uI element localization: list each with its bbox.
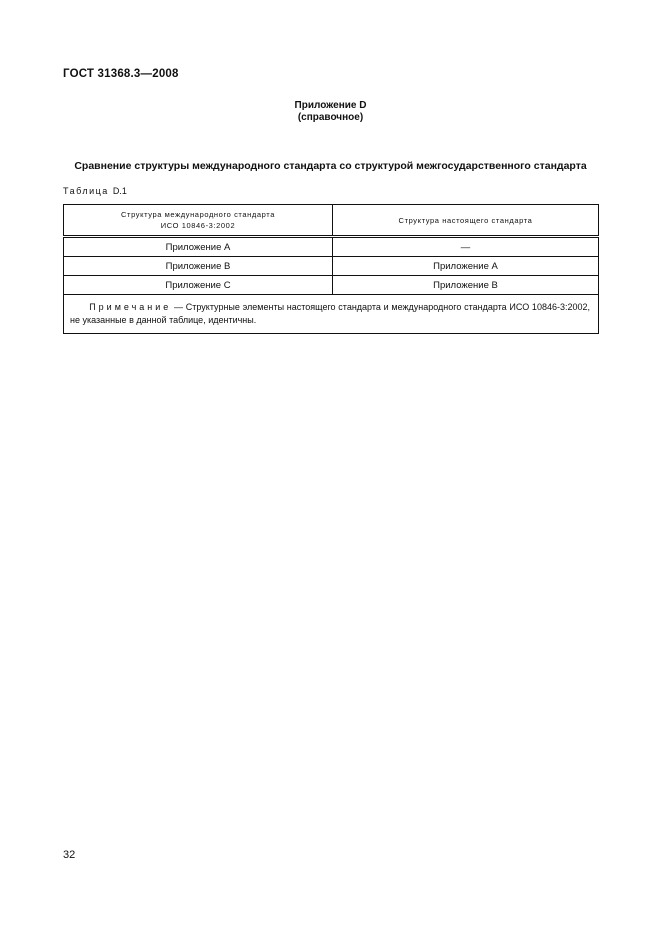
header-col1-line2: ИСО 10846-3:2002 — [160, 221, 236, 230]
section-title: Сравнение структуры международного стандарта со структурой межгосударственного стандарта — [74, 160, 587, 172]
header-international-structure — [64, 205, 333, 237]
document-header: ГОСТ 31368.3—2008 — [63, 68, 179, 80]
table-caption-label: Таблица — [63, 186, 109, 196]
cell-current: Приложение А — [333, 257, 599, 276]
table-caption — [63, 186, 127, 196]
table-note-row — [64, 295, 599, 334]
cell-international: Приложение В — [64, 257, 333, 276]
cell-international: Приложение С — [64, 276, 333, 295]
note-label: Примечание — [89, 302, 172, 312]
table-header-row — [64, 205, 599, 237]
table-row — [64, 237, 599, 257]
header-col1-line1: Структура международного стандарта — [121, 210, 275, 219]
cell-current: Приложение В — [333, 276, 599, 295]
appendix-subtitle: (справочное) — [297, 112, 364, 123]
table-row — [64, 276, 599, 295]
page-number: 32 — [63, 849, 76, 861]
table-caption-number: D.1 — [112, 186, 127, 196]
table-row — [64, 257, 599, 276]
appendix-heading — [0, 100, 661, 124]
cell-current: — — [333, 237, 599, 257]
cell-international: Приложение А — [64, 237, 333, 257]
appendix-title: Приложение D — [294, 100, 367, 111]
table-note — [64, 295, 599, 334]
note-text: — Структурные элементы настоящего стандарта и международного стандарта ИСО 10846-3:2002, не указанные в данной таблице, идентичны. — [70, 302, 590, 325]
comparison-table — [63, 204, 599, 334]
header-current-structure: Структура настоящего стандарта — [333, 205, 599, 237]
